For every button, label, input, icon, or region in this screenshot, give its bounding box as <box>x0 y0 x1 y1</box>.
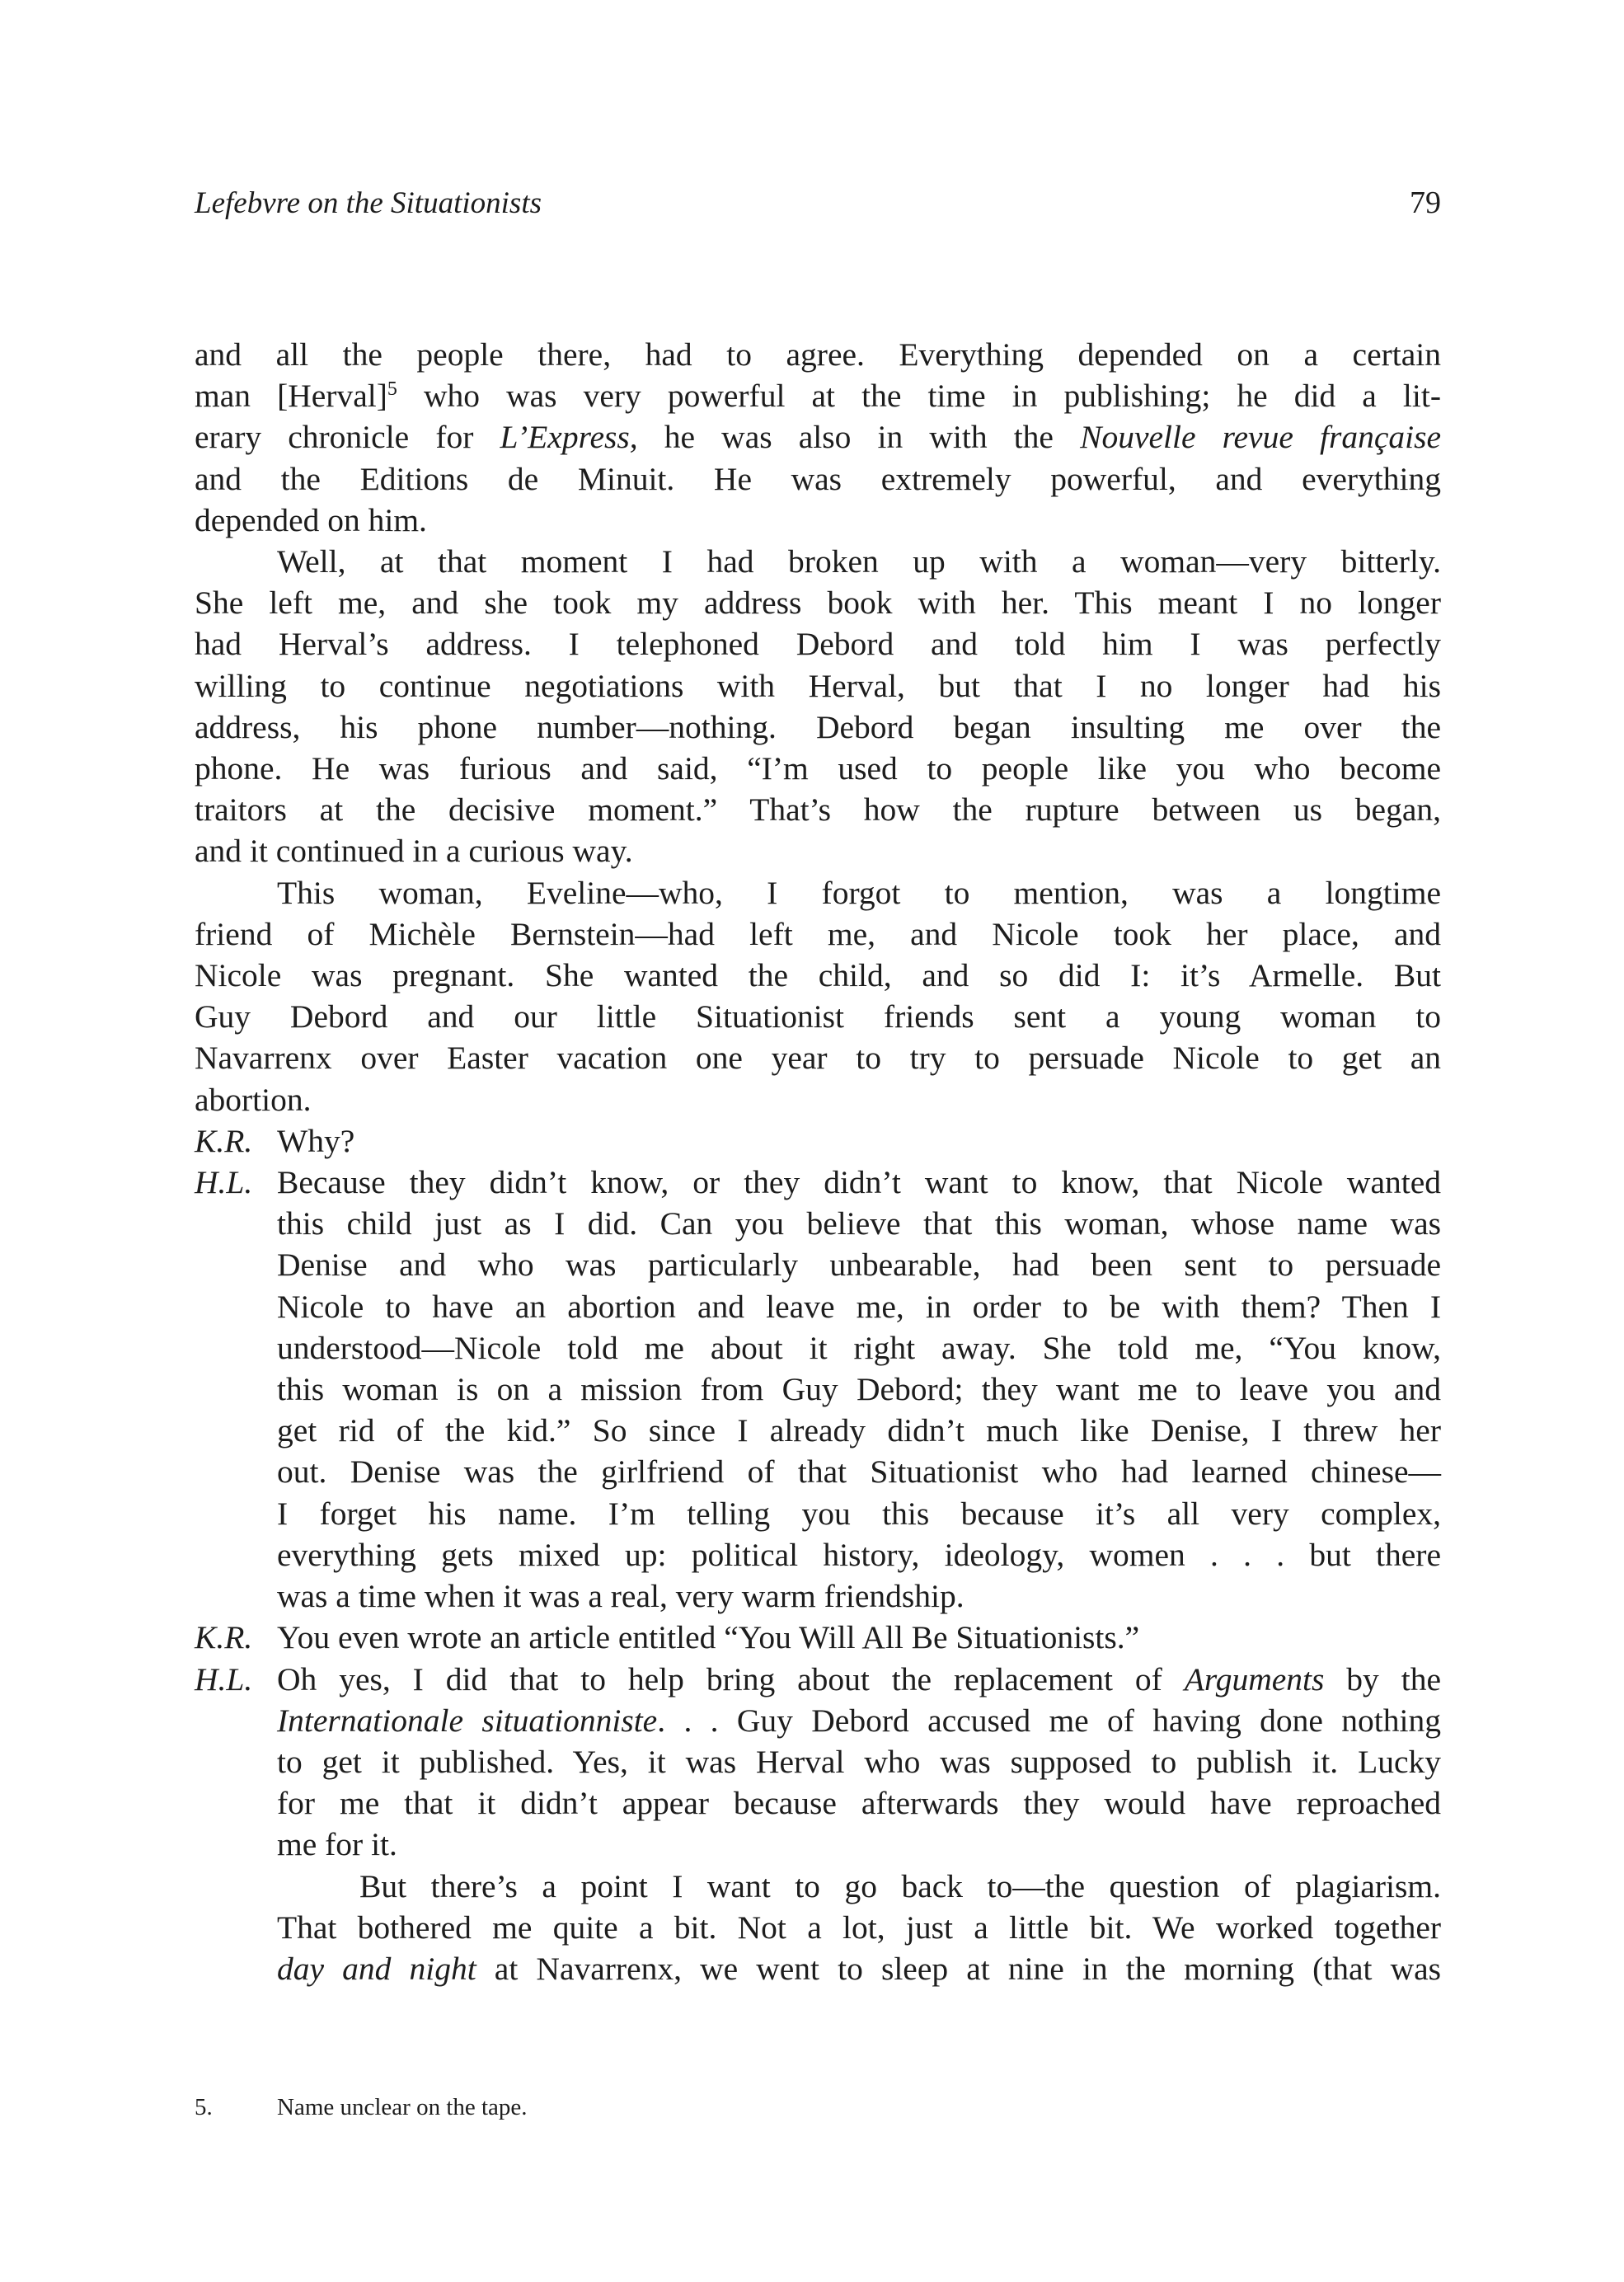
text-line: But there’s a point I want to go back to—the question of plagiarism. <box>359 1867 1441 1904</box>
text-line: address, his phone number—nothing. Debord began insulting me over the <box>195 708 1441 745</box>
footnote-reference: 5 <box>387 378 397 401</box>
running-title: Lefebvre on the Situationists <box>195 186 542 220</box>
running-header <box>195 185 1441 221</box>
text-line: Guy Debord and our little Situationist friends sent a young woman to <box>195 998 1441 1035</box>
text-line: Nicole to have an abortion and leave me, in order to be with them? Then I <box>277 1288 1441 1325</box>
text-line: traitors at the decisive moment.” That’s how the rupture between us began, <box>195 791 1441 829</box>
text-line: She left me, and she took my address book with her. This meant I no longer <box>195 585 1441 622</box>
dialogue-question-1 <box>195 1120 1441 1162</box>
text-line: was a time when it was a real, very warm friendship. <box>277 1578 965 1615</box>
text-line: everything gets mixed up: political history, ideology, women . . . but there <box>277 1536 1441 1573</box>
paragraph-4 <box>277 1866 1441 1990</box>
text-line: day and night at Navarrenx, we went to sleep at nine in the morning (that was <box>277 1950 1442 1987</box>
footnote-number: 5. <box>195 2094 213 2120</box>
text-line: abortion. <box>195 1081 312 1118</box>
paragraph-1 <box>195 334 1441 541</box>
text-line: and it continued in a curious way. <box>195 833 633 870</box>
text-line: Nicole was pregnant. She wanted the child, and so did I: it’s Armelle. But <box>195 957 1441 994</box>
text-line: Because they didn’t know, or they didn’t want to know, that Nicole wanted <box>277 1164 1441 1201</box>
dialogue-answer-1 <box>195 1162 1441 1617</box>
dialogue-answer-2 <box>195 1659 1442 1866</box>
page-number: 79 <box>1410 185 1441 220</box>
text-line: this child just as I did. Can you believe that this woman, whose name was <box>277 1205 1441 1242</box>
dialogue-question-2 <box>195 1617 1441 1658</box>
text-line: man [Herval]$^5$ who was very powerful at the time in publishing; he did a lit- <box>195 378 1441 415</box>
text-line: I forget his name. I’m telling you this because it’s all very complex, <box>277 1495 1441 1532</box>
text-line: get rid of the kid.” So since I already didn’t much like Denise, I threw her <box>277 1412 1441 1449</box>
text-line: understood—Nicole told me about it right away. She told me, “You know, <box>277 1329 1441 1366</box>
text-line: phone. He was furious and said, “I’m used to people like you who become <box>195 750 1441 787</box>
paragraph-2 <box>195 541 1441 872</box>
text-line: Oh yes, I did that to help bring about the replacement of Arguments by the <box>277 1660 1441 1697</box>
text-line: me for it. <box>277 1826 397 1863</box>
text-line: Why? <box>277 1122 355 1159</box>
text-line: That bothered me quite a bit. Not a lot, just a little bit. We worked together <box>277 1909 1441 1946</box>
text-line: out. Denise was the girlfriend of that Situationist who had learned chinese— <box>277 1453 1441 1491</box>
text-line: and all the people there, had to agree. Everything depended on a certain <box>195 336 1441 373</box>
text-line: had Herval’s address. I telephoned Debord and told him I was perfectly <box>195 626 1441 663</box>
body-text <box>195 334 1441 1989</box>
text-line: this woman is on a mission from Guy Debord; they want me to leave you and <box>277 1371 1441 1408</box>
text-line: Internationale situationniste. . . Guy Debord accused me of having done nothing <box>277 1702 1442 1739</box>
text-line: Navarrenx over Easter vacation one year to try to persuade Nicole to get an <box>195 1040 1441 1077</box>
text-line: This woman, Eveline—who, I forgot to mention, was a longtime <box>277 874 1441 911</box>
text-line: to get it published. Yes, it was Herval who was supposed to publish it. Lucky <box>277 1743 1441 1780</box>
text-line: friend of Michèle Bernstein—had left me, and Nicole took her place, and <box>195 915 1441 952</box>
text-line: for me that it didn’t appear because afterwards they would have reproached <box>277 1785 1441 1822</box>
text-line: erary chronicle for L’Express, he was also in with the Nouvelle revue française <box>195 419 1441 456</box>
footnote <box>195 2094 528 2121</box>
speaker-label: H.L. <box>195 1660 253 1697</box>
text-line: You even wrote an article entitled “You Will All Be Situationists.” <box>277 1619 1140 1656</box>
speaker-label: H.L. <box>195 1164 253 1201</box>
paragraph-3 <box>195 872 1441 1120</box>
speaker-label: K.R. <box>195 1122 253 1159</box>
text-line: depended on him. <box>195 501 427 538</box>
text-line: Denise and who was particularly unbearable, had been sent to persuade <box>277 1247 1441 1284</box>
text-line: willing to continue negotiations with Herval, but that I no longer had his <box>195 667 1441 704</box>
text-line: and the Editions de Minuit. He was extremely powerful, and everything <box>195 460 1441 497</box>
text-line: Well, at that moment I had broken up with a woman—very bitterly. <box>277 543 1441 580</box>
footnote-text: Name unclear on the tape. <box>277 2094 528 2120</box>
speaker-label: K.R. <box>195 1619 253 1656</box>
